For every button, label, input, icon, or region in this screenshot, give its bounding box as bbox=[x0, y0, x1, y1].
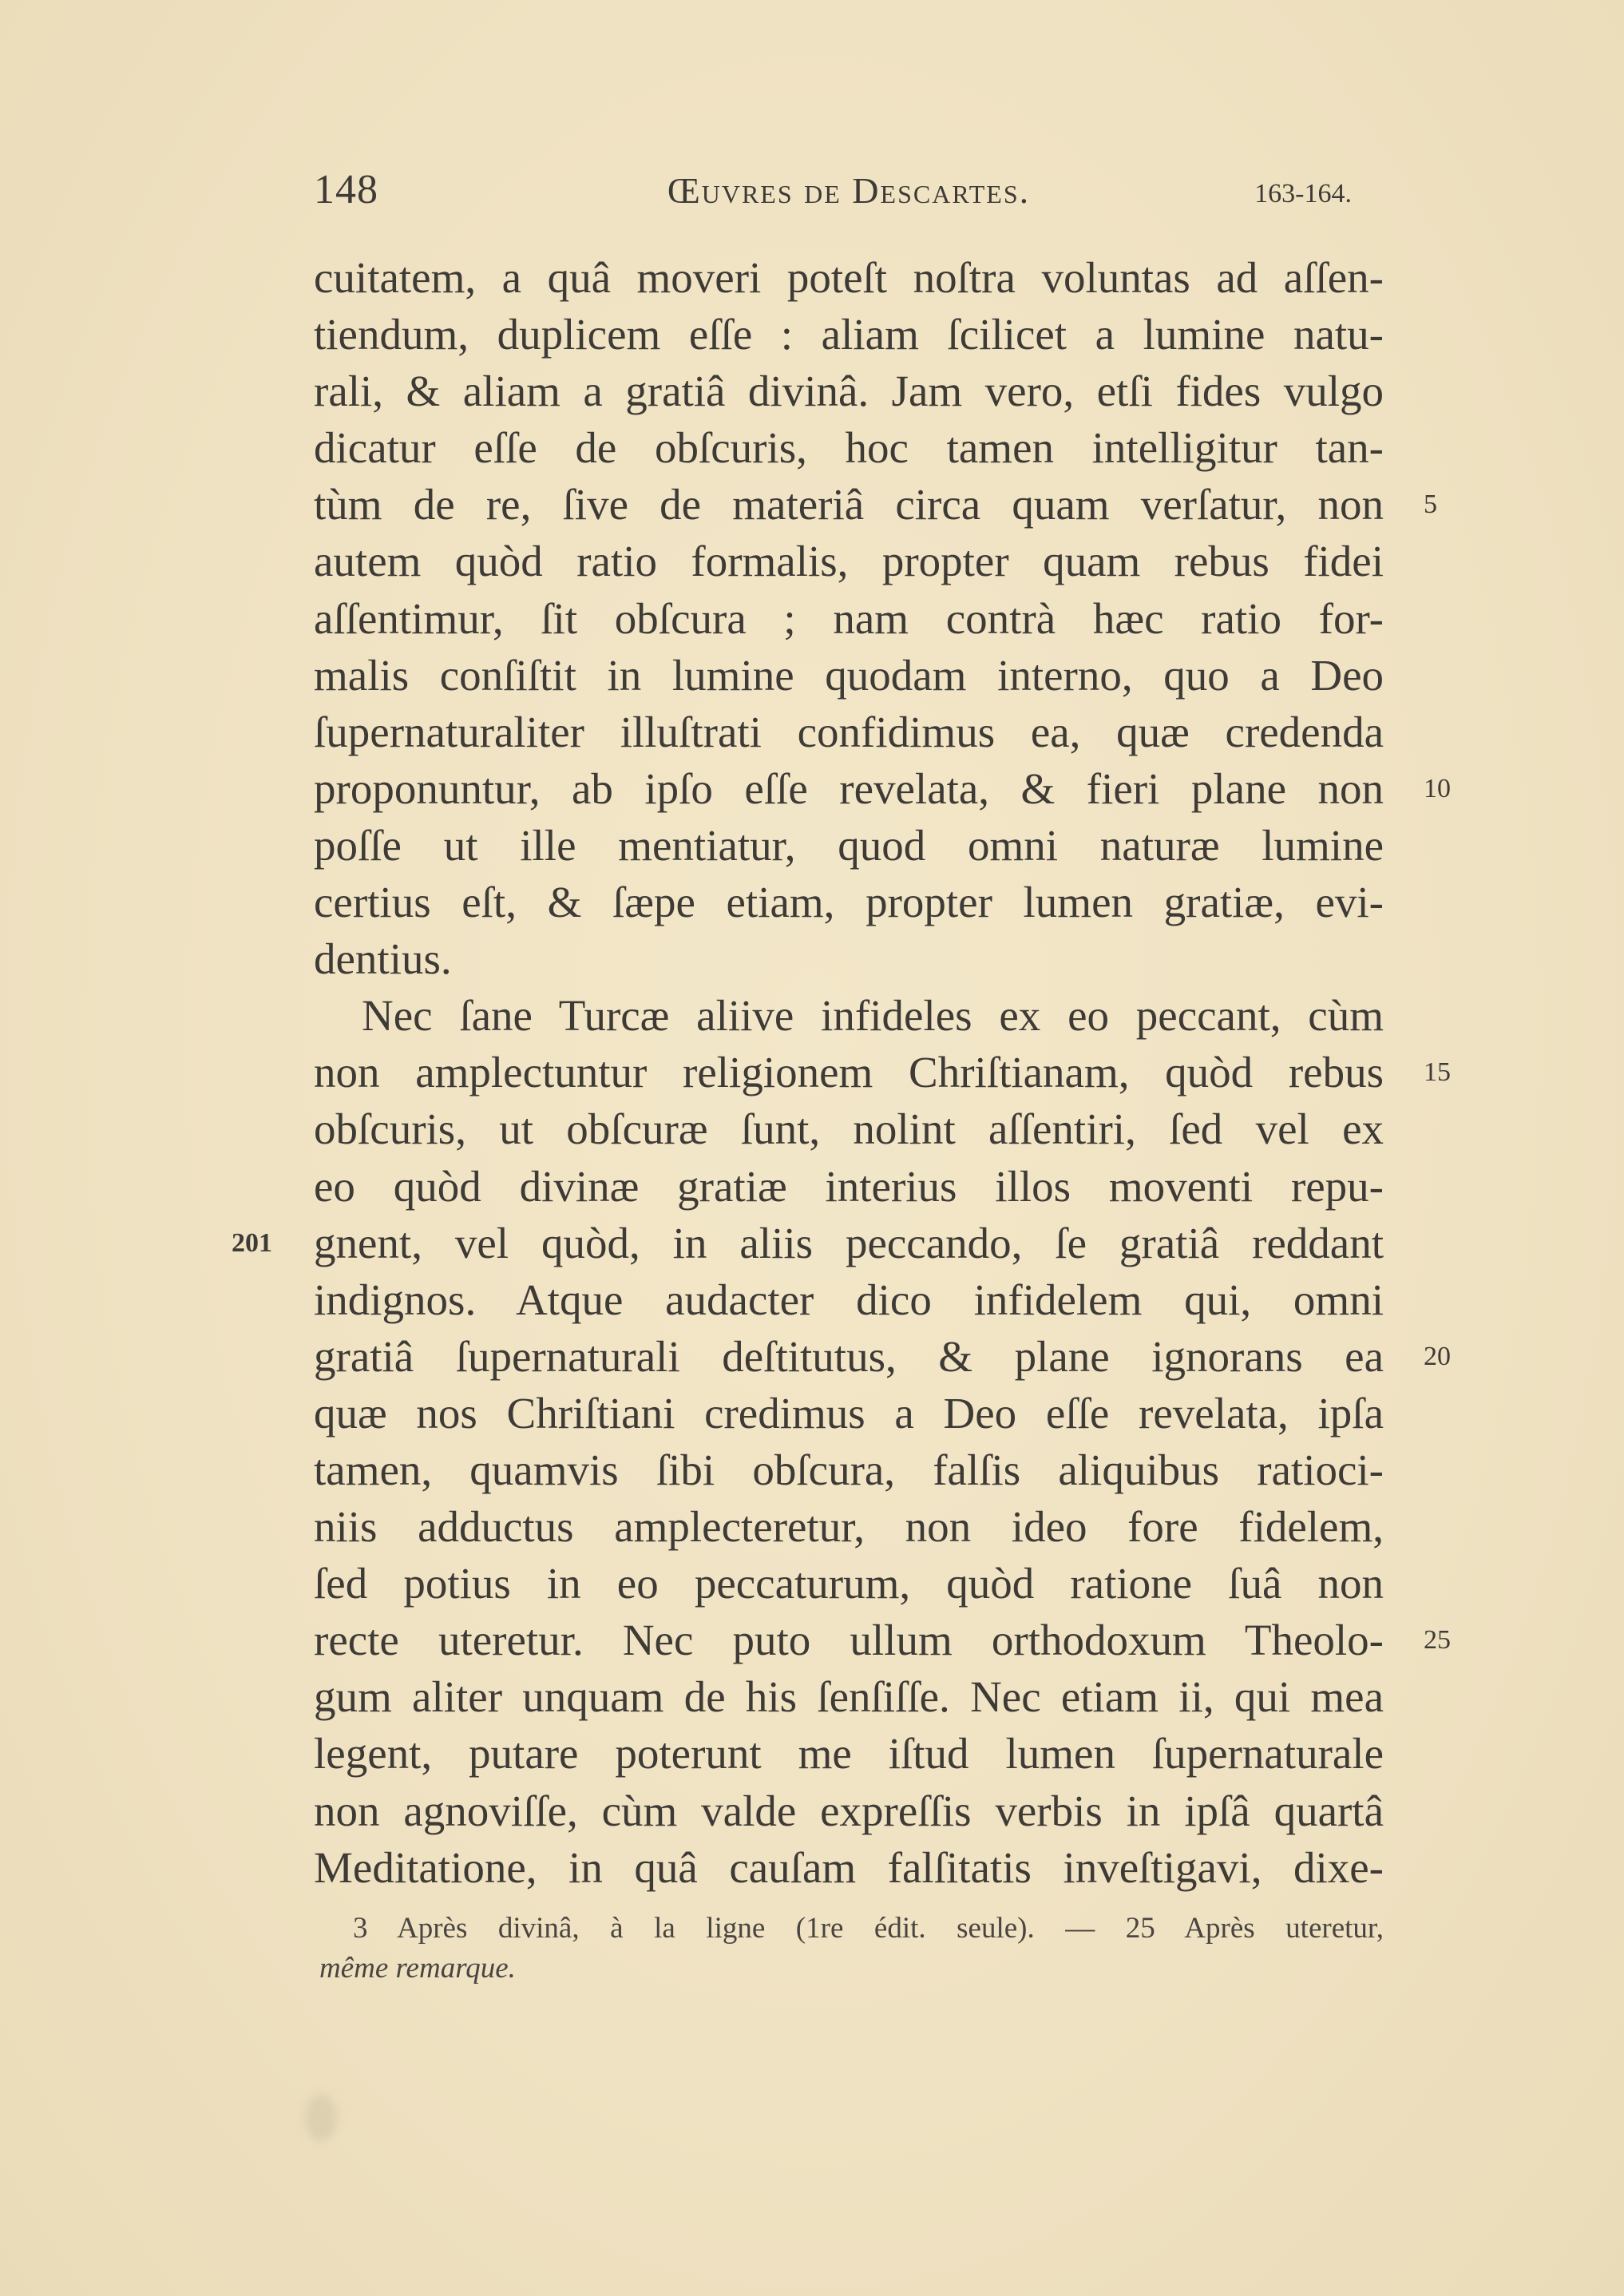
line-number: 20 bbox=[1424, 1341, 1451, 1371]
text-line-content: recte uteretur. Nec puto ullum orthodoxum Theolo- bbox=[314, 1616, 1384, 1665]
text-line bbox=[314, 363, 1384, 419]
text-line bbox=[314, 930, 1384, 987]
running-header bbox=[314, 166, 1384, 222]
text-line-content: non agnoviſſe, cùm valde expreſſis verbis in ipſâ quartâ bbox=[314, 1786, 1384, 1835]
text-line-content: eo quòd divinæ gratiæ interius illos moventi repu- bbox=[314, 1161, 1384, 1211]
text-line bbox=[314, 1271, 1384, 1328]
running-title: Œuvres de Descartes. bbox=[667, 170, 1031, 211]
text-line bbox=[314, 533, 1384, 589]
text-line-content: ſed potius in eo peccaturum, quòd ratione ſuâ non bbox=[314, 1559, 1384, 1608]
text-line bbox=[314, 817, 1384, 874]
line-number: 10 bbox=[1424, 773, 1451, 803]
footnote-line: 3 Après divinâ, à la ligne (1re édit. seule). — 25 Après uteretur, bbox=[353, 1912, 1384, 1945]
text-line bbox=[314, 987, 1384, 1044]
text-line bbox=[314, 1725, 1384, 1782]
text-line bbox=[314, 1044, 1451, 1100]
text-line-content: cuitatem, a quâ moveri poteſt noſtra voluntas ad aſſen- bbox=[314, 253, 1384, 302]
text-line bbox=[314, 306, 1384, 363]
line-number: 25 bbox=[1424, 1625, 1451, 1656]
line-number: 5 bbox=[1424, 490, 1437, 520]
page-range: 163-164. bbox=[1254, 179, 1352, 208]
text-line-content: tiendum, duplicem eſſe : aliam ſcilicet a lumine natu- bbox=[314, 310, 1384, 359]
margin-page-reference: 201 bbox=[232, 1227, 272, 1258]
page-number: 148 bbox=[314, 167, 378, 212]
text-line-content: dicatur eſſe de obſcuris, hoc tamen intelligitur tan- bbox=[314, 423, 1384, 473]
text-line-content: tùm de re, ſive de materiâ circa quam verſatur, non bbox=[314, 480, 1384, 529]
text-line bbox=[314, 874, 1384, 930]
text-line-content: poſſe ut ille mentiatur, quod omni naturæ lumine bbox=[314, 820, 1384, 870]
text-line-content: obſcuris, ut obſcuræ ſunt, nolint aſſentiri, ſed vel ex bbox=[314, 1104, 1384, 1154]
text-line bbox=[314, 704, 1384, 760]
text-line-content: rali, & aliam a gratiâ divinâ. Jam vero, etſi fides vulgo bbox=[314, 367, 1384, 416]
text-line bbox=[232, 1215, 1384, 1271]
text-line bbox=[314, 590, 1384, 647]
text-line bbox=[314, 1555, 1384, 1612]
line-number: 15 bbox=[1424, 1057, 1451, 1088]
text-line-content: proponuntur, ab ipſo eſſe revelata, & fieri plane non bbox=[314, 763, 1384, 813]
text-line-content: tamen, quamvis ſibi obſcura, falſis aliquibus ratioci- bbox=[314, 1445, 1384, 1494]
text-line bbox=[314, 647, 1384, 704]
text-line-content: certius eſt, & ſæpe etiam, propter lumen gratiæ, evi- bbox=[314, 878, 1384, 927]
text-line-content: autem quòd ratio formalis, propter quam rebus fidei bbox=[314, 537, 1384, 586]
text-line bbox=[314, 1328, 1451, 1385]
text-line-content: gratiâ ſupernaturali deſtitutus, & plane ignorans ea bbox=[314, 1331, 1384, 1381]
text-line-content: malis conſiſtit in lumine quodam interno, quo a Deo bbox=[314, 650, 1384, 700]
text-line-content: legent, putare poterunt me iſtud lumen ſupernaturale bbox=[314, 1729, 1384, 1779]
text-line-content: Nec ſane Turcæ aliive infideles ex eo peccant, cùm bbox=[362, 991, 1384, 1041]
text-line bbox=[314, 1668, 1384, 1725]
text-line-content: gum aliter unquam de his ſenſiſſe. Nec etiam ii, qui mea bbox=[314, 1672, 1384, 1722]
text-line bbox=[314, 1441, 1384, 1498]
text-line bbox=[314, 476, 1437, 533]
text-line bbox=[314, 1158, 1384, 1215]
text-line bbox=[314, 419, 1384, 476]
text-line bbox=[314, 760, 1451, 817]
text-line-content: gnent, vel quòd, in aliis peccando, ſe gratiâ reddant bbox=[314, 1218, 1384, 1267]
text-line-content: non amplectuntur religionem Chriſtianam, quòd rebus bbox=[314, 1048, 1384, 1097]
text-line bbox=[314, 1498, 1384, 1555]
text-line-content: aſſentimur, ſit obſcura ; nam contrà hæc ratio for- bbox=[314, 593, 1384, 643]
text-line bbox=[314, 1612, 1451, 1668]
text-line bbox=[314, 1839, 1384, 1896]
text-line-content: quæ nos Chriſtiani credimus a Deo eſſe revelata, ipſa bbox=[314, 1388, 1384, 1437]
text-line bbox=[314, 1782, 1384, 1839]
text-line-content: indignos. Atque audacter dico infidelem qui, omni bbox=[314, 1275, 1384, 1324]
text-line bbox=[314, 1100, 1384, 1157]
text-line-content: niis adductus amplecteretur, non ideo fore fidelem, bbox=[314, 1502, 1384, 1552]
text-line bbox=[314, 249, 1384, 306]
text-line-content: dentius. bbox=[314, 934, 452, 984]
text-line-content: ſupernaturaliter illuſtrati confidimus ea, quæ credenda bbox=[314, 707, 1384, 756]
text-line bbox=[314, 1385, 1384, 1441]
paper-smudge bbox=[305, 2094, 337, 2142]
footnote-line: même remarque. bbox=[319, 1952, 516, 1985]
text-line-content: Meditatione, in quâ cauſam falſitatis inveſtigavi, dixe- bbox=[314, 1842, 1384, 1892]
footnote bbox=[319, 1909, 1384, 1989]
main-text bbox=[232, 249, 1451, 1896]
